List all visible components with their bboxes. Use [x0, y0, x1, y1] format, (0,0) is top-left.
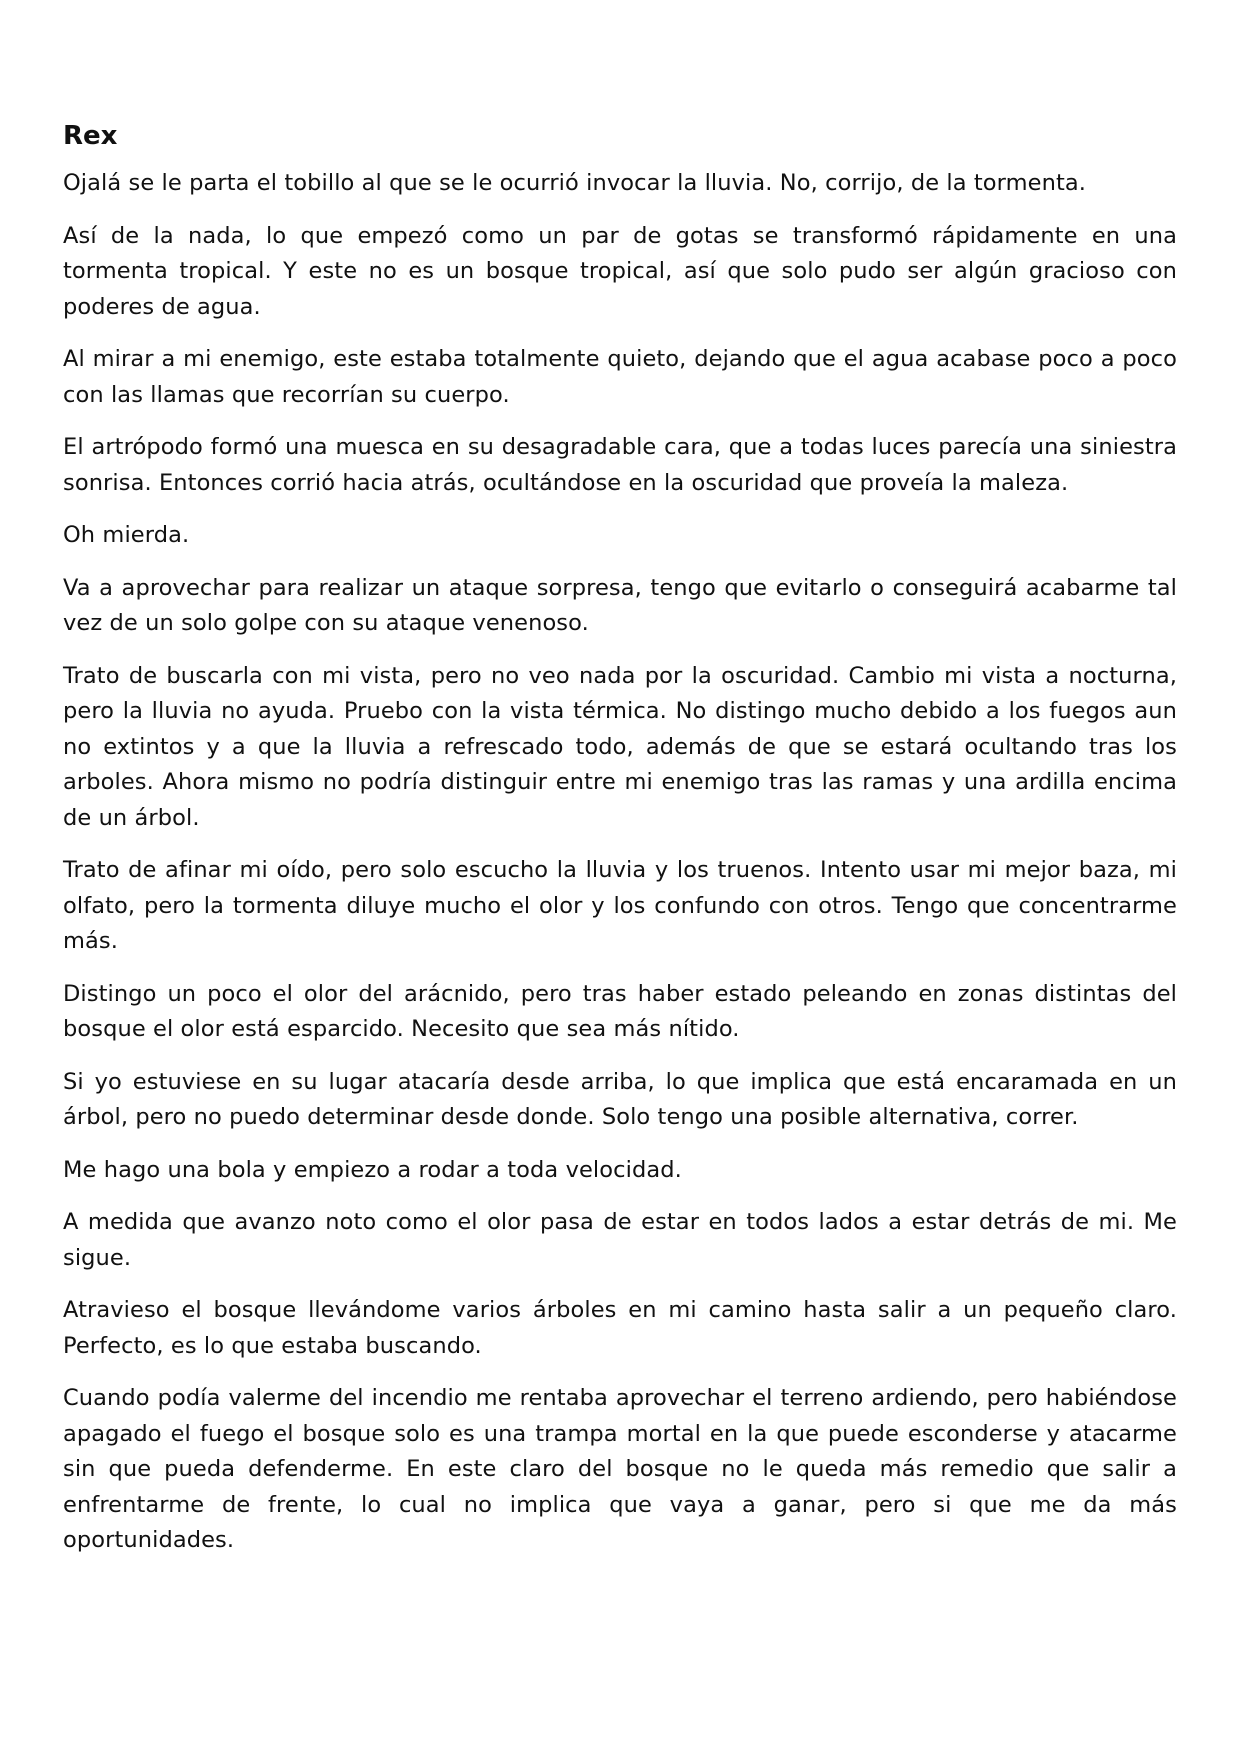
- paragraph: Me hago una bola y empiezo a rodar a toda velocidad.: [63, 1156, 682, 1183]
- paragraph: El artrópodo formó una muesca en su desagradable cara, que a todas luces parecía una siniestra sonrisa. Entonces corrió hacia atrás, ocultándose en la oscuridad que proveía la maleza.: [63, 434, 1177, 496]
- paragraph: Cuando podía valerme del incendio me rentaba aprovechar el terreno ardiendo, pero habiéndose apagado el fuego el bosque solo es una trampa mortal en la que puede esconderse y atacarme sin que pueda defenderme. En este claro del bosque no le queda más remedio que salir a enfrentarme de frente, lo cual no implica que vaya a ganar, pero si que me da más oportunidades.: [63, 1385, 1177, 1553]
- paragraph: Atravieso el bosque llevándome varios árboles en mi camino hasta salir a un pequeño claro. Perfecto, es lo que estaba buscando.: [63, 1297, 1177, 1359]
- paragraph: Va a aprovechar para realizar un ataque sorpresa, tengo que evitarlo o conseguirá acabarme tal vez de un solo golpe con su ataque venenoso.: [63, 574, 1177, 636]
- paragraph: Ojalá se le parta el tobillo al que se le ocurrió invocar la lluvia. No, corrijo, de la tormenta.: [63, 170, 1087, 196]
- document-page: [63, 118, 1177, 1576]
- paragraph: Si yo estuviese en su lugar atacaría desde arriba, lo que implica que está encaramada en un árbol, pero no puedo determinar desde donde. Solo tengo una posible alternativa, correr.: [63, 1068, 1177, 1130]
- paragraph: Distingo un poco el olor del arácnido, pero tras haber estado peleando en zonas distintas del bosque el olor está esparcido. Necesito que sea más nítido.: [63, 980, 1177, 1042]
- paragraph: Así de la nada, lo que empezó como un par de gotas se transformó rápidamente en una tormenta tropical. Y este no es un bosque tropical, así que solo pudo ser algún gracioso con poderes de agua.: [63, 222, 1177, 320]
- chapter-title: Rex: [63, 121, 118, 151]
- paragraph: Trato de buscarla con mi vista, pero no veo nada por la oscuridad. Cambio mi vista a nocturna, pero la lluvia no ayuda. Pruebo con la vista térmica. No distingo mucho debido a los fuegos aun no extintos y a que la lluvia a refrescado todo, además de que se estará ocultando tras los arboles. Ahora mismo no podría distinguir entre mi enemigo tras las ramas y una ardilla encima de un árbol.: [63, 662, 1177, 831]
- paragraph: Al mirar a mi enemigo, este estaba totalmente quieto, dejando que el agua acabase poco a poco con las llamas que recorrían su cuerpo.: [63, 346, 1177, 408]
- paragraph: Trato de afinar mi oído, pero solo escucho la lluvia y los truenos. Intento usar mi mejor baza, mi olfato, pero la tormenta diluye mucho el olor y los confundo con otros. Tengo que concentrarme más.: [63, 857, 1177, 954]
- paragraph: A medida que avanzo noto como el olor pasa de estar en todos lados a estar detrás de mi. Me sigue.: [63, 1209, 1177, 1271]
- paragraph: Oh mierda.: [63, 522, 190, 548]
